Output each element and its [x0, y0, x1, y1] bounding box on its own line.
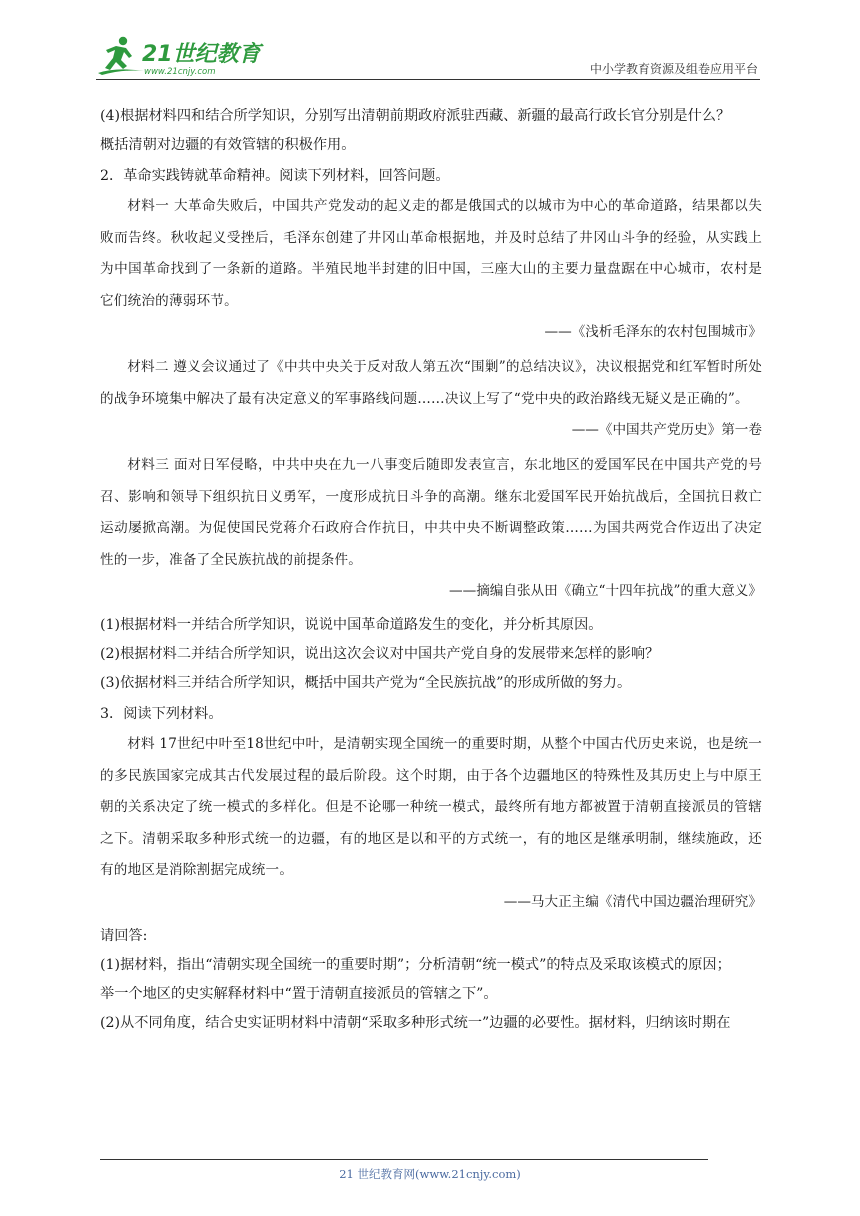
material-source: ——《浅析毛泽东的农村包围城市》: [544, 324, 762, 340]
question-text: 概括清朝对边疆的有效管辖的积极作用。: [100, 137, 356, 153]
runner-logo-icon: [96, 34, 266, 78]
platform-name: 中小学教育资源及组卷应用平台: [589, 62, 758, 76]
question-title: 3．阅读下列材料。: [100, 706, 223, 722]
prompt-text: 请回答:: [100, 927, 148, 944]
material-source: ——摘编自张从田《确立“十四年抗战”的重大意义》: [449, 583, 762, 599]
material-paragraph: 材料一 大革命失败后，中国共产党发动的起义走的都是俄国式的以城市为中心的革命道路，结果都以失败而告终。秋收起义受挫后，毛泽东创建了井冈山革命根据地，并及时总结了井冈山斗争的经验，从实践上为中国革命找到了一条新的道路。半殖民地半封建的旧中国，三座大山的主要力量盘踞在中心城市，农村是它们统治的薄弱环节。: [100, 198, 762, 309]
document-body: [100, 102, 762, 1038]
sub-question: (3)依据材料三并结合所学知识，概括中国共产党为“全民族抗战”的形成所做的努力。: [100, 675, 632, 691]
footer-text[interactable]: 21 世纪教育网(www.21cnjy.com): [339, 1167, 521, 1181]
sub-question: (1)根据材料一并结合所学知识，说说中国革命道路发生的变化，并分析其原因。: [100, 617, 603, 633]
sub-question: 举一个地区的史实解释材料中“置于清朝直接派员的管辖之下”。: [100, 985, 498, 1002]
footer-divider: [100, 1159, 708, 1160]
question-text: (4)根据材料四和结合所学知识，分别写出清朝前期政府派驻西藏、新疆的最高行政长官分别是什么？: [100, 108, 731, 124]
logo[interactable]: [96, 34, 266, 78]
material-source: ——《中国共产党历史》第一卷: [571, 422, 762, 438]
page-header: [96, 32, 760, 80]
material-paragraph: 材料三 面对日军侵略，中共中央在九一八事变后随即发表宣言，东北地区的爱国军民在中国共产党的号召、影响和领导下组织抗日义勇军，一度形成抗日斗争的高潮。继东北爱国军民开始抗战后，全国抗日救亡运动屡掀高潮。为促使国民党蒋介石政府合作抗日，中共中央不断调整政策……为国共两党合作迈出了决定性的一步，准备了全民族抗战的前提条件。: [100, 457, 762, 568]
material-paragraph: 材料 17世纪中叶至18世纪中叶，是清朝实现全国统一的重要时期，从整个中国古代历史来说，也是统一的多民族国家完成其古代发展过程的最后阶段。这个时期，由于各个边疆地区的特殊性及其历史上与中原王朝的关系决定了统一模式的多样化。但是不论哪一种统一模式，最终所有地方都被置于清朝直接派员的管辖之下。清朝采取多种形式统一的边疆，有的地区是以和平的方式统一，有的地区是继承明制，继续施政，还有的地区是消除割据完成统一。: [100, 736, 762, 878]
sub-question: (2)从不同角度，结合史实证明材料中清朝“采取多种形式统一”边疆的必要性。据材料，归纳该时期在: [100, 1014, 731, 1031]
logo-url: www.21cnjy.com: [144, 67, 216, 77]
material-paragraph: 材料二 遵义会议通过了《中共中央关于反对敌人第五次“围剿”的总结决议》，决议根据党和红军暂时所处的战争环境集中解决了最有决定意义的军事路线问题……决议上写了“党中央的政治路线无疑义是正确的”。: [100, 359, 762, 407]
material-source: ——马大正主编《清代中国边疆治理研究》: [503, 893, 762, 910]
question-title: 2．革命实践铸就革命精神。阅读下列材料，回答问题。: [100, 168, 450, 184]
sub-question: (2)根据材料二并结合所学知识，说出这次会议对中国共产党自身的发展带来怎样的影响？: [100, 646, 660, 662]
sub-question: (1)据材料，指出“清朝实现全国统一的重要时期”；分析清朝“统一模式”的特点及采取该模式的原因；: [100, 956, 731, 973]
header-divider: [96, 79, 760, 80]
logo-text: 21世纪教育: [142, 42, 261, 67]
